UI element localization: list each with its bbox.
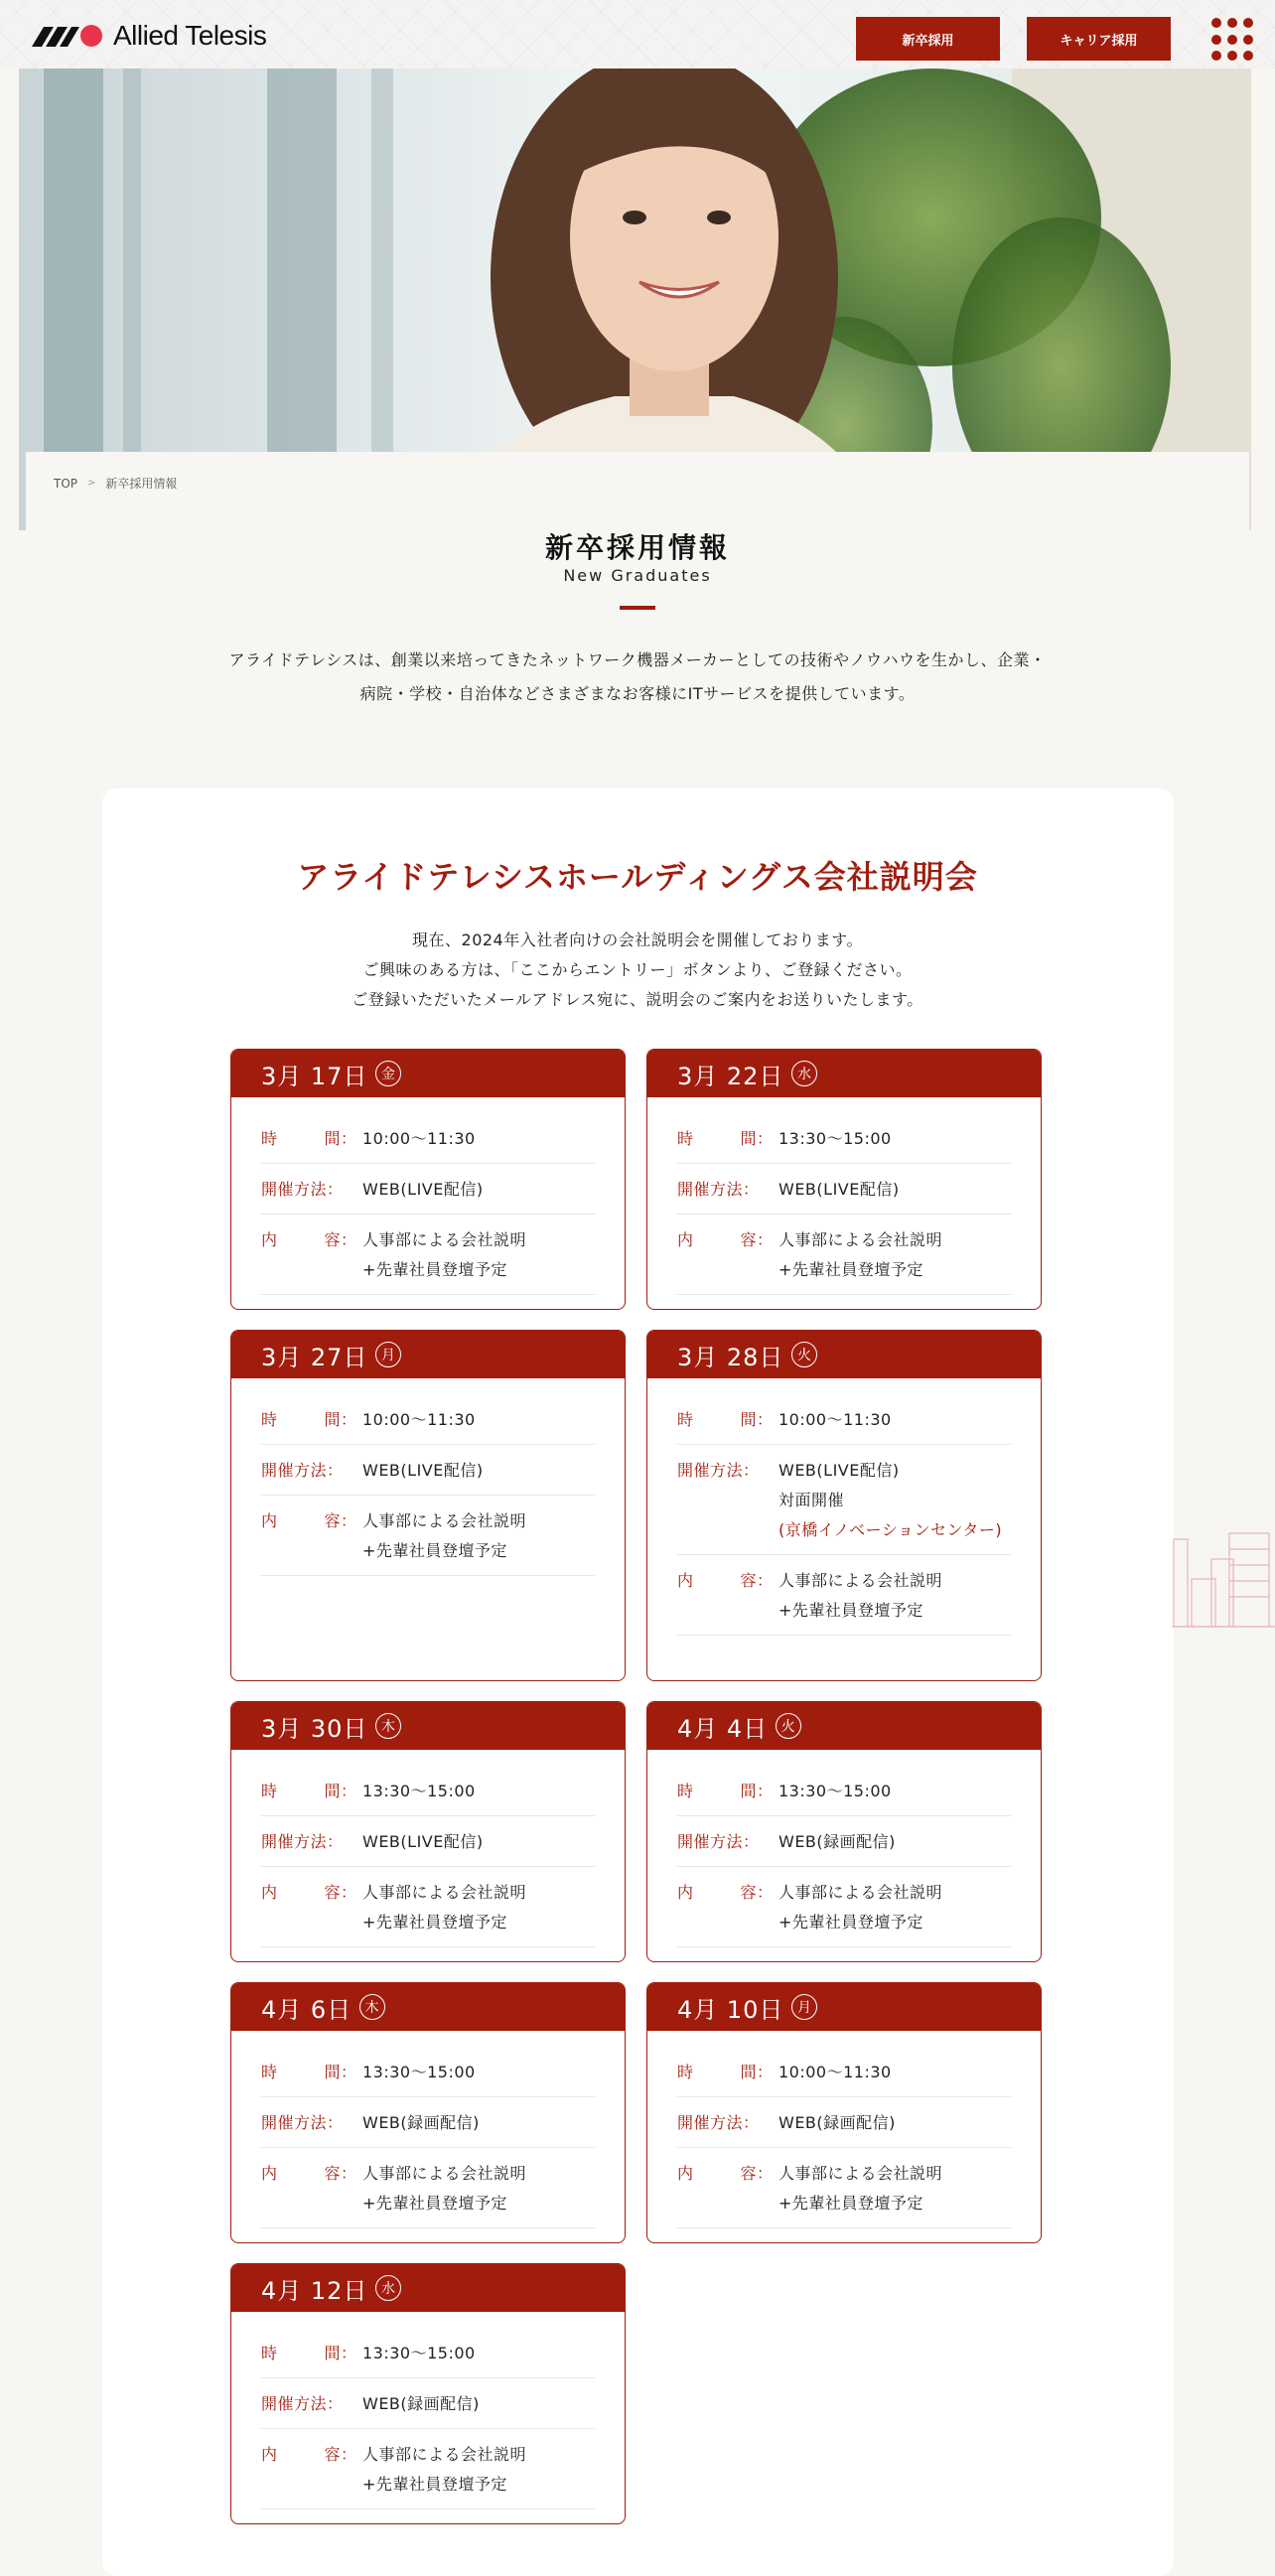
session-date: 4月 4日	[677, 1714, 769, 1743]
logo-mark-icon	[32, 23, 105, 49]
session-date: 3月 28日	[677, 1343, 784, 1371]
session-date: 4月 10日	[677, 1995, 784, 2024]
title-underline	[620, 606, 655, 610]
session-date: 4月 6日	[261, 1995, 353, 2024]
session-method: WEB(録画配信)	[362, 2113, 480, 2132]
session-card	[230, 1982, 626, 2243]
day-of-week-badge: 火	[776, 1713, 801, 1739]
content-label: 内 容 ：	[677, 1571, 774, 1590]
session-date: 3月 17日	[261, 1062, 368, 1090]
time-label: 時 間 ：	[261, 1129, 357, 1148]
session-time: 13:30〜15:00	[362, 1782, 476, 1800]
session-content: 人事部による会社説明 +先輩社員登壇予定	[362, 1883, 527, 1932]
allied-telesis-logo[interactable]	[32, 20, 266, 52]
method-label: 開催方法：	[261, 2113, 344, 2132]
session-content-row	[261, 1496, 595, 1576]
session-content: 人事部による会社説明 +先輩社員登壇予定	[779, 1883, 943, 1932]
session-date-header	[647, 1983, 1041, 2031]
content-label: 内 容 ：	[677, 2164, 774, 2183]
session-method: WEB(LIVE配信)	[362, 1832, 484, 1851]
session-time: 13:30〜15:00	[362, 2063, 476, 2081]
breadcrumb-panel	[26, 452, 1249, 531]
session-content: 人事部による会社説明 +先輩社員登壇予定	[779, 2164, 943, 2213]
site-header	[0, 0, 1275, 69]
session-card	[646, 1049, 1042, 1310]
session-time-row	[261, 1113, 595, 1164]
session-content-row	[677, 1555, 1011, 1636]
session-content: 人事部による会社説明 +先輩社員登壇予定	[362, 1511, 527, 1560]
content-label: 内 容 ：	[261, 1511, 357, 1530]
session-time: 13:30〜15:00	[779, 1129, 892, 1148]
logo-text: Allied Telesis	[113, 20, 267, 51]
method-label: 開催方法：	[677, 1832, 760, 1851]
session-date: 4月 12日	[261, 2276, 368, 2305]
session-content-row	[677, 2148, 1011, 2228]
day-of-week-badge: 水	[375, 2275, 401, 2301]
session-card	[646, 1982, 1042, 2243]
session-time-row	[261, 2047, 595, 2097]
method-label: 開催方法：	[677, 1461, 760, 1480]
time-label: 時 間 ：	[261, 2063, 357, 2081]
time-label: 時 間 ：	[261, 1782, 357, 1800]
session-time: 10:00〜11:30	[362, 1129, 476, 1148]
session-time: 10:00〜11:30	[779, 2063, 892, 2081]
session-time-row	[677, 1113, 1011, 1164]
session-time-row	[261, 1766, 595, 1816]
time-label: 時 間 ：	[677, 2063, 774, 2081]
session-content: 人事部による会社説明 +先輩社員登壇予定	[362, 1230, 527, 1279]
session-content-row	[261, 2148, 595, 2228]
session-content: 人事部による会社説明 +先輩社員登壇予定	[779, 1230, 943, 1279]
day-of-week-badge: 月	[791, 1994, 817, 2020]
session-method-row	[261, 2097, 595, 2148]
seminar-description	[0, 926, 1275, 1015]
session-method-row	[677, 1445, 1011, 1555]
session-time-row	[677, 1766, 1011, 1816]
time-label: 時 間 ：	[261, 2344, 357, 2362]
method-label: 開催方法：	[677, 1180, 760, 1199]
session-date-header	[231, 1050, 625, 1097]
content-label: 内 容 ：	[261, 2445, 357, 2464]
session-date: 3月 22日	[677, 1062, 784, 1090]
session-time: 10:00〜11:30	[779, 1410, 892, 1429]
time-label: 時 間 ：	[261, 1410, 357, 1429]
session-content-row	[261, 1867, 595, 1947]
breadcrumb	[54, 475, 177, 492]
session-date-header	[647, 1331, 1041, 1378]
time-label: 時 間 ：	[677, 1782, 774, 1800]
time-label: 時 間 ：	[677, 1410, 774, 1429]
session-card	[230, 1049, 626, 1310]
page-subtitle: New Graduates	[563, 566, 712, 585]
session-method: WEB(録画配信)	[779, 2113, 896, 2132]
career-recruit-button[interactable]: キャリア採用	[1027, 17, 1171, 61]
session-date: 3月 27日	[261, 1343, 368, 1371]
session-card	[230, 1330, 626, 1681]
page-title: 新卒採用情報	[544, 531, 730, 564]
breadcrumb-top-link[interactable]: TOP	[54, 476, 78, 491]
intro-text: アライドテレシスは、創業以来培ってきたネットワーク機器メーカーとしての技術やノウハウを生かし、企業・病院・学校・自治体などさまざまなお客様にITサービスを提供しています。	[228, 650, 1047, 703]
session-method-row	[261, 1164, 595, 1215]
method-label: 開催方法：	[261, 1832, 344, 1851]
session-card	[230, 1701, 626, 1962]
seminar-desc-line-3: ご登録いただいたメールアドレス宛に、説明会のご案内をお送りいたします。	[352, 990, 923, 1009]
session-time: 13:30〜15:00	[362, 2344, 476, 2362]
session-method: WEB(LIVE配信)	[362, 1461, 484, 1480]
session-date-header	[231, 1331, 625, 1378]
session-content: 人事部による会社説明 +先輩社員登壇予定	[362, 2445, 527, 2494]
seminar-desc-line-2: ご興味のある方は、「ここからエントリー」ボタンより、ご登録ください。	[362, 960, 913, 979]
session-time-row	[677, 1394, 1011, 1445]
day-of-week-badge: 火	[791, 1342, 817, 1367]
day-of-week-badge: 水	[791, 1061, 817, 1086]
day-of-week-badge: 木	[359, 1994, 385, 2020]
session-method-row	[261, 1816, 595, 1867]
breadcrumb-current: 新卒採用情報	[105, 477, 178, 491]
session-method: WEB(LIVE配信) 対面開催 (京橋イノベーションセンター)	[779, 1456, 1011, 1545]
session-method: WEB(録画配信)	[779, 1832, 896, 1851]
method-label: 開催方法：	[261, 1461, 344, 1480]
session-time: 10:00〜11:30	[362, 1410, 476, 1429]
session-card	[646, 1330, 1042, 1681]
session-card	[230, 2263, 626, 2524]
day-of-week-badge: 月	[375, 1342, 401, 1367]
session-content-row	[261, 2429, 595, 2509]
new-graduate-recruit-button[interactable]: 新卒採用	[856, 17, 1000, 61]
session-method-row	[677, 1816, 1011, 1867]
session-time-row	[261, 1394, 595, 1445]
session-content-row	[677, 1215, 1011, 1295]
content-label: 内 容 ：	[677, 1230, 774, 1249]
session-date-header	[231, 1702, 625, 1750]
session-date-header	[231, 1983, 625, 2031]
session-date-header	[231, 2264, 625, 2312]
session-date-header	[647, 1702, 1041, 1750]
session-time-row	[261, 2328, 595, 2378]
method-label: 開催方法：	[677, 2113, 760, 2132]
session-content-row	[261, 1215, 595, 1295]
session-card	[646, 1701, 1042, 1962]
time-label: 時 間 ：	[677, 1129, 774, 1148]
method-label: 開催方法：	[261, 2394, 344, 2413]
session-method-row	[261, 2378, 595, 2429]
session-method: WEB(LIVE配信)	[362, 1180, 484, 1199]
session-content-row	[677, 1867, 1011, 1947]
session-content: 人事部による会社説明 +先輩社員登壇予定	[362, 2164, 527, 2213]
session-method: WEB(録画配信)	[362, 2394, 480, 2413]
day-of-week-badge: 金	[375, 1061, 401, 1086]
method-label: 開催方法：	[261, 1180, 344, 1199]
session-method-row	[261, 1445, 595, 1496]
session-method-row	[677, 2097, 1011, 2148]
grid-dots-icon[interactable]	[1211, 18, 1255, 62]
city-skyline-decoration	[1172, 1519, 1275, 1629]
session-time: 13:30〜15:00	[779, 1782, 892, 1800]
session-method-row	[677, 1164, 1011, 1215]
seminar-title: アライドテレシスホールディングス会社説明会	[297, 858, 978, 896]
day-of-week-badge: 木	[375, 1713, 401, 1739]
seminar-desc-line-1: 現在、2024年入社者向けの会社説明会を開催しております。	[412, 930, 863, 949]
session-date: 3月 30日	[261, 1714, 368, 1743]
breadcrumb-separator: >	[87, 478, 96, 489]
content-label: 内 容 ：	[261, 1230, 357, 1249]
session-content: 人事部による会社説明 +先輩社員登壇予定	[779, 1571, 943, 1620]
session-time-row	[677, 2047, 1011, 2097]
venue-note: (京橋イノベーションセンター)	[779, 1520, 1003, 1539]
session-method: WEB(LIVE配信)	[779, 1180, 900, 1199]
content-label: 内 容 ：	[261, 2164, 357, 2183]
content-label: 内 容 ：	[677, 1883, 774, 1902]
session-date-header	[647, 1050, 1041, 1097]
content-label: 内 容 ：	[261, 1883, 357, 1902]
